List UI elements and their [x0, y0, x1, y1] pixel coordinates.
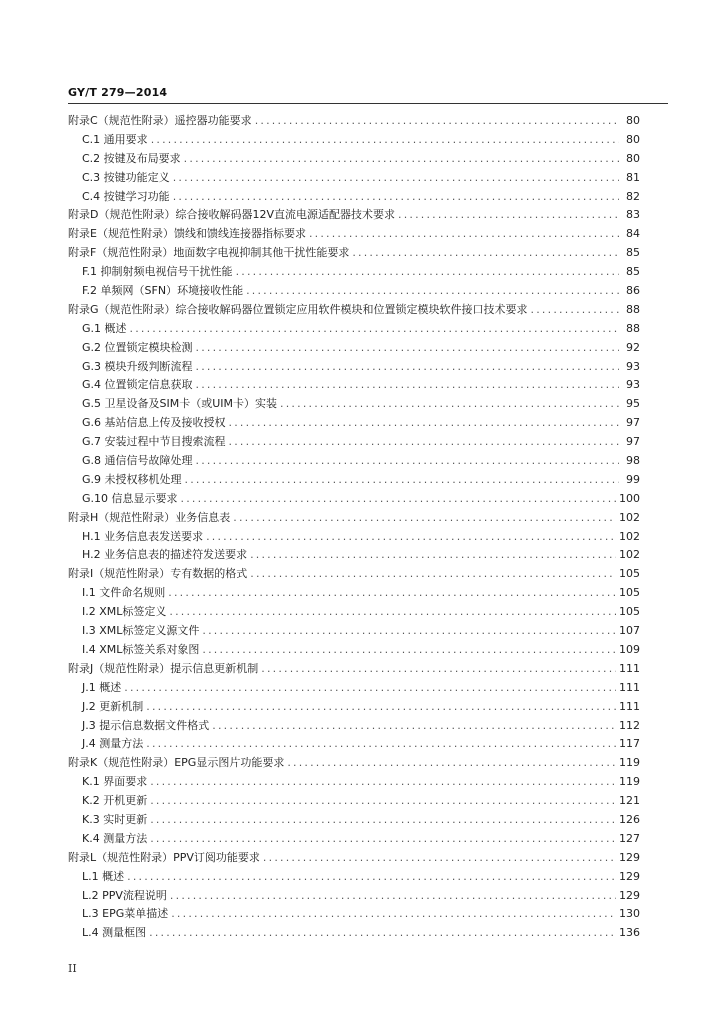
toc-section-entry [68, 169, 640, 188]
toc-entry-label: L.2 PPV流程说明 [82, 888, 167, 902]
toc-entry-label: G.3 模块升级判断流程 [82, 359, 193, 373]
toc-appendix-entry [68, 849, 640, 868]
toc-entry-page: 102 [619, 548, 640, 562]
toc-leader-dots [233, 509, 616, 528]
toc-entry-label: C.3 按键功能定义 [82, 170, 170, 184]
toc-entry-page: 107 [619, 624, 640, 638]
toc-entry-page: 83 [626, 208, 640, 222]
toc-entry-page: 111 [619, 680, 640, 694]
toc-entry-page: 88 [626, 302, 640, 316]
toc-leader-dots [146, 735, 616, 754]
toc-entry-label: 附录C（规范性附录）遥控器功能要求 [68, 114, 252, 127]
toc-entry-page: 119 [619, 775, 640, 789]
toc-section-entry [68, 905, 640, 924]
toc-leader-dots [170, 887, 616, 906]
toc-leader-dots [185, 471, 619, 490]
toc-entry-page: 81 [626, 170, 640, 184]
toc-entry-label: J.1 概述 [82, 680, 122, 694]
toc-leader-dots [173, 169, 619, 188]
toc-leader-dots [255, 112, 619, 131]
toc-section-entry [68, 924, 640, 943]
toc-entry-page: 105 [619, 605, 640, 619]
toc-entry-page: 112 [619, 718, 640, 732]
toc-leader-dots [196, 358, 619, 377]
toc-section-entry [68, 603, 640, 622]
toc-entry-label: C.1 通用要求 [82, 132, 148, 146]
toc-entry-page: 88 [626, 321, 640, 335]
toc-entry-label: 附录F（规范性附录）地面数字电视抑制其他干扰性能要求 [68, 246, 350, 260]
toc-leader-dots [250, 565, 616, 584]
toc-entry-label: C.4 按键学习功能 [82, 189, 170, 203]
toc-leader-dots [149, 924, 616, 943]
toc-entry-label: J.3 提示信息数据文件格式 [82, 718, 210, 732]
toc-section-entry [68, 339, 640, 358]
toc-section-entry [68, 320, 640, 339]
toc-entry-page: 97 [626, 416, 640, 430]
toc-entry-page: 93 [626, 378, 640, 392]
toc-leader-dots [171, 905, 616, 924]
toc-entry-page: 121 [619, 794, 640, 808]
toc-leader-dots [184, 150, 619, 169]
toc-entry-label: 附录I（规范性附录）专有数据的格式 [68, 567, 248, 581]
toc-entry-label: 附录L（规范性附录）PPV订阅功能要求 [68, 850, 260, 864]
toc-section-entry [68, 679, 640, 698]
toc-leader-dots [261, 660, 616, 679]
toc-section-entry [68, 792, 640, 811]
toc-leader-dots [130, 320, 619, 339]
toc-section-entry [68, 490, 640, 509]
toc-leader-dots [150, 773, 616, 792]
toc-appendix-entry [68, 660, 640, 679]
toc-entry-page: 109 [619, 642, 640, 656]
toc-entry-page: 111 [619, 661, 640, 675]
toc-section-entry [68, 773, 640, 792]
toc-entry-label: F.1 抑制射频电视信号干扰性能 [82, 265, 233, 279]
toc-entry-page: 85 [626, 265, 640, 279]
toc-entry-label: 附录K（规范性附录）EPG显示图片功能要求 [68, 756, 285, 770]
toc-leader-dots [150, 792, 616, 811]
toc-leader-dots [202, 641, 616, 660]
toc-entry-label: G.8 通信信号故障处理 [82, 454, 193, 468]
toc-entry-label: G.6 基站信息上传及接收授权 [82, 416, 226, 430]
toc-entry-label: 附录H（规范性附录）业务信息表 [68, 510, 231, 524]
toc-leader-dots [146, 698, 616, 717]
toc-leader-dots [173, 188, 619, 207]
toc-entry-label: H.1 业务信息表发送要求 [82, 529, 204, 543]
toc-entry-page: 117 [619, 737, 640, 751]
toc-entry-label: C.2 按键及布局要求 [82, 151, 181, 165]
toc-entry-label: G.4 位置锁定信息获取 [82, 378, 193, 392]
toc-entry-label: G.1 概述 [82, 321, 127, 335]
toc-section-entry [68, 641, 640, 660]
toc-section-entry [68, 887, 640, 906]
toc-section-entry [68, 622, 640, 641]
toc-leader-dots [151, 131, 619, 150]
toc-leader-dots [229, 414, 619, 433]
toc-section-entry [68, 735, 640, 754]
toc-section-entry [68, 868, 640, 887]
toc-leader-dots [150, 830, 616, 849]
toc-section-entry [68, 188, 640, 207]
toc-leader-dots [280, 395, 619, 414]
toc-leader-dots [236, 263, 619, 282]
toc-entry-label: G.10 信息显示要求 [82, 491, 178, 505]
toc-entry-page: 129 [619, 869, 640, 883]
header-rule [68, 103, 668, 104]
toc-section-entry [68, 452, 640, 471]
toc-section-entry [68, 263, 640, 282]
toc-entry-label: 附录D（规范性附录）综合接收解码器12V直流电源适配器技术要求 [68, 208, 395, 222]
toc-leader-dots [531, 301, 619, 320]
toc-entry-label: I.3 XML标签定义源文件 [82, 624, 200, 638]
toc-entry-page: 93 [626, 359, 640, 373]
toc-entry-label: G.7 安装过程中节目搜索流程 [82, 435, 226, 449]
toc-entry-label: I.2 XML标签定义 [82, 605, 167, 619]
toc-entry-label: L.4 测量框图 [82, 926, 147, 940]
toc-entry-page: 80 [626, 114, 640, 127]
toc-entry-label: G.5 卫星设备及SIM卡（或UIM卡）实装 [82, 397, 278, 411]
toc-leader-dots [229, 433, 619, 452]
toc-entry-page: 129 [619, 888, 640, 902]
toc-leader-dots [263, 849, 616, 868]
toc-entry-label: L.3 EPG菜单描述 [82, 907, 169, 921]
toc-entry-page: 102 [619, 529, 640, 543]
toc-entry-page: 119 [619, 756, 640, 770]
toc-entry-label: G.2 位置锁定模块检测 [82, 340, 193, 354]
toc-leader-dots [287, 754, 616, 773]
toc-entry-label: I.4 XML标签关系对象图 [82, 642, 200, 656]
toc-leader-dots [181, 490, 616, 509]
toc-leader-dots [196, 339, 619, 358]
toc-section-entry [68, 395, 640, 414]
toc-entry-page: 102 [619, 510, 640, 524]
toc-entry-label: J.4 测量方法 [82, 737, 144, 751]
toc-entry-label: 附录J（规范性附录）提示信息更新机制 [68, 661, 259, 675]
toc-leader-dots [212, 717, 616, 736]
toc-section-entry [68, 717, 640, 736]
page-number: II [68, 962, 77, 975]
toc-section-entry [68, 698, 640, 717]
toc-entry-page: 127 [619, 831, 640, 845]
toc-entry-page: 97 [626, 435, 640, 449]
toc-entry-page: 99 [626, 472, 640, 486]
toc-leader-dots [168, 584, 616, 603]
toc-leader-dots [169, 603, 616, 622]
toc-entry-label: K.1 界面要求 [82, 775, 148, 789]
toc-section-entry [68, 546, 640, 565]
toc-entry-label: K.2 开机更新 [82, 794, 148, 808]
toc-leader-dots [196, 376, 619, 395]
toc-appendix-entry [68, 112, 640, 131]
toc-entry-label: G.9 未授权移机处理 [82, 472, 182, 486]
toc-section-entry [68, 282, 640, 301]
toc-entry-page: 82 [626, 189, 640, 203]
toc-leader-dots [202, 622, 616, 641]
toc-leader-dots [398, 206, 619, 225]
toc-appendix-entry [68, 225, 640, 244]
toc-section-entry [68, 433, 640, 452]
toc-leader-dots [250, 546, 616, 565]
toc-leader-dots [206, 528, 616, 547]
toc-section-entry [68, 471, 640, 490]
toc-leader-dots [309, 225, 619, 244]
toc-entry-label: 附录E（规范性附录）馈线和馈线连接器指标要求 [68, 227, 306, 241]
toc-appendix-entry [68, 754, 640, 773]
toc-leader-dots [246, 282, 619, 301]
toc-entry-label: H.2 业务信息表的描述符发送要求 [82, 548, 248, 562]
toc-section-entry [68, 414, 640, 433]
toc-entry-page: 80 [626, 132, 640, 146]
toc-entry-page: 105 [619, 567, 640, 581]
toc-entry-page: 98 [626, 454, 640, 468]
toc-appendix-entry [68, 301, 640, 320]
toc-entry-page: 130 [619, 907, 640, 921]
toc-entry-label: J.2 更新机制 [82, 699, 144, 713]
toc-appendix-entry [68, 565, 640, 584]
toc-appendix-entry [68, 509, 640, 528]
toc-entry-label: K.4 测量方法 [82, 831, 148, 845]
toc-leader-dots [150, 811, 616, 830]
toc-entry-page: 80 [626, 151, 640, 165]
toc-leader-dots [352, 244, 619, 263]
toc-entry-page: 100 [619, 491, 640, 505]
toc-entry-page: 95 [626, 397, 640, 411]
toc-entry-page: 86 [626, 284, 640, 298]
toc-section-entry [68, 584, 640, 603]
toc-section-entry [68, 376, 640, 395]
toc-entry-page: 136 [619, 926, 640, 940]
toc-appendix-entry [68, 206, 640, 225]
toc-section-entry [68, 150, 640, 169]
toc-entry-page: 105 [619, 586, 640, 600]
toc-section-entry [68, 528, 640, 547]
toc-entry-page: 84 [626, 227, 640, 241]
toc-appendix-entry [68, 244, 640, 263]
toc-leader-dots [124, 679, 616, 698]
toc-entry-label: F.2 单频网（SFN）环境接收性能 [82, 284, 244, 298]
toc-leader-dots [196, 452, 619, 471]
document-code: GY/T 279—2014 [68, 86, 168, 99]
toc-entry-label: K.3 实时更新 [82, 812, 148, 826]
toc-entry-page: 92 [626, 340, 640, 354]
toc-entry-label: I.1 文件命名规则 [82, 586, 166, 600]
toc-entry-page: 126 [619, 812, 640, 826]
toc-entry-label: L.1 概述 [82, 869, 125, 883]
toc-section-entry [68, 830, 640, 849]
toc-section-entry [68, 811, 640, 830]
toc-section-entry [68, 358, 640, 377]
toc-entry-label: 附录G（规范性附录）综合接收解码器位置锁定应用软件模块和位置锁定模块软件接口技术要求 [68, 302, 528, 316]
toc-entry-page: 111 [619, 699, 640, 713]
toc-leader-dots [127, 868, 616, 887]
toc-section-entry [68, 131, 640, 150]
table-of-contents [68, 112, 640, 943]
toc-entry-page: 129 [619, 850, 640, 864]
toc-entry-page: 85 [626, 246, 640, 260]
